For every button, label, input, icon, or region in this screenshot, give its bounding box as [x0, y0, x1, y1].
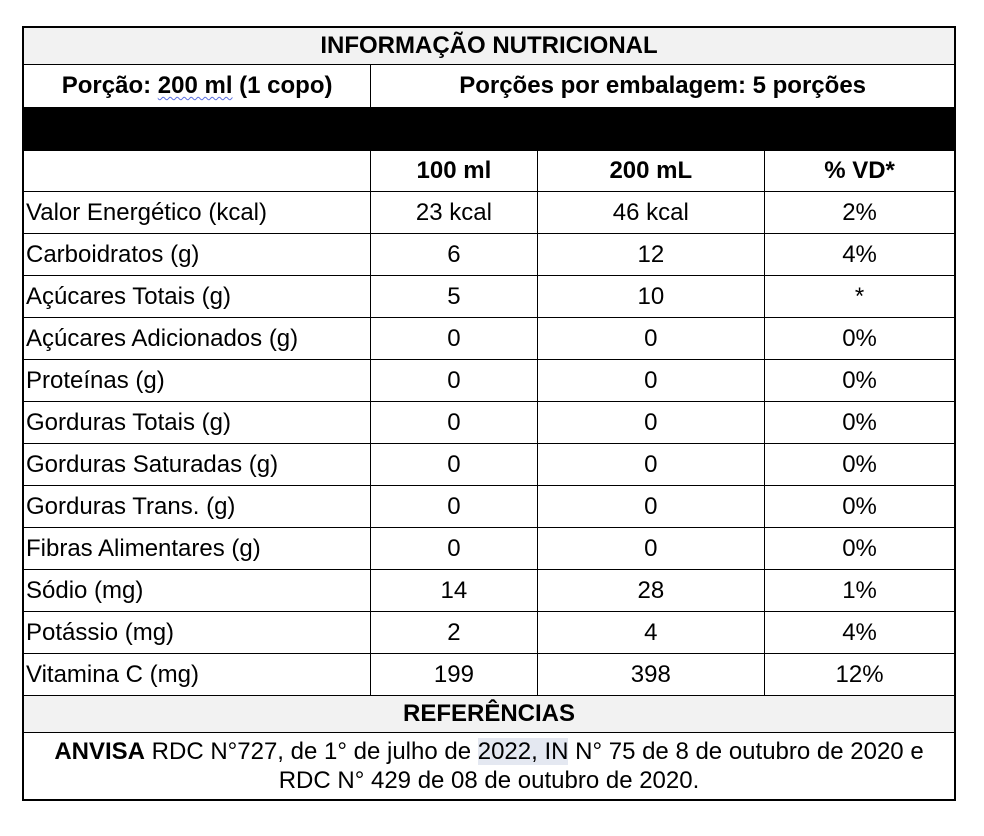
value-vd: 0% [765, 318, 955, 360]
nutrient-name: Vitamina C (mg) [23, 654, 371, 696]
value-vd: 12% [765, 654, 955, 696]
value-200ml: 4 [537, 612, 764, 654]
table-row [23, 402, 955, 444]
portions-per-package: Porções por embalagem: 5 porções [371, 65, 955, 108]
value-vd: 0% [765, 486, 955, 528]
nutrient-name: Gorduras Saturadas (g) [23, 444, 371, 486]
table-title: INFORMAÇÃO NUTRICIONAL [23, 27, 955, 65]
value-100ml: 199 [371, 654, 537, 696]
value-100ml: 0 [371, 402, 537, 444]
value-100ml: 0 [371, 528, 537, 570]
nutrition-table [22, 26, 956, 801]
value-100ml: 5 [371, 276, 537, 318]
value-100ml: 0 [371, 444, 537, 486]
references-agency: ANVISA [54, 738, 145, 765]
references-heading: REFERÊNCIAS [23, 696, 955, 733]
column-header-100ml: 100 ml [371, 151, 537, 192]
value-200ml: 0 [537, 402, 764, 444]
value-100ml: 6 [371, 234, 537, 276]
portion-suffix: (1 copo) [232, 72, 333, 99]
value-vd: 4% [765, 612, 955, 654]
column-header-blank [23, 151, 371, 192]
value-100ml: 2 [371, 612, 537, 654]
value-vd: 0% [765, 402, 955, 444]
nutrient-name: Sódio (mg) [23, 570, 371, 612]
portion-amount: 200 ml [157, 72, 233, 99]
value-vd: 1% [765, 570, 955, 612]
nutrient-name: Açúcares Adicionados (g) [23, 318, 371, 360]
value-vd: 4% [765, 234, 955, 276]
table-row [23, 444, 955, 486]
nutrient-name: Fibras Alimentares (g) [23, 528, 371, 570]
nutrient-name: Carboidratos (g) [23, 234, 371, 276]
value-200ml: 0 [537, 486, 764, 528]
value-100ml: 0 [371, 360, 537, 402]
nutrient-name: Açúcares Totais (g) [23, 276, 371, 318]
table-row [23, 360, 955, 402]
value-200ml: 12 [537, 234, 764, 276]
table-row [23, 486, 955, 528]
value-100ml: 14 [371, 570, 537, 612]
references-part2: N° 75 de 8 de outubro de 2020 e RDC N° 429 de 08 de outubro de 2020. [278, 738, 924, 794]
portion-size [23, 65, 371, 108]
nutrient-name: Potássio (mg) [23, 612, 371, 654]
table-row [23, 318, 955, 360]
table-row [23, 570, 955, 612]
table-row [23, 234, 955, 276]
references-highlight: 2022, IN [477, 738, 569, 765]
value-vd: 0% [765, 444, 955, 486]
column-header-vd: % VD* [765, 151, 955, 192]
value-200ml: 0 [537, 528, 764, 570]
value-200ml: 0 [537, 360, 764, 402]
value-200ml: 0 [537, 444, 764, 486]
value-200ml: 398 [537, 654, 764, 696]
value-200ml: 46 kcal [537, 192, 764, 234]
value-vd: 0% [765, 360, 955, 402]
table-row [23, 192, 955, 234]
value-vd: 2% [765, 192, 955, 234]
column-header-200ml: 200 mL [537, 151, 764, 192]
portion-prefix: Porção: [61, 72, 158, 99]
value-100ml: 0 [371, 318, 537, 360]
value-200ml: 10 [537, 276, 764, 318]
value-vd: * [765, 276, 955, 318]
table-row [23, 654, 955, 696]
nutrient-name: Gorduras Totais (g) [23, 402, 371, 444]
nutrient-name: Proteínas (g) [23, 360, 371, 402]
table-row [23, 612, 955, 654]
black-divider-bar [23, 108, 955, 151]
value-100ml: 23 kcal [371, 192, 537, 234]
references-part1: RDC N°727, de 1° de julho de [145, 738, 478, 765]
value-200ml: 28 [537, 570, 764, 612]
references-text [23, 733, 955, 801]
value-200ml: 0 [537, 318, 764, 360]
value-100ml: 0 [371, 486, 537, 528]
table-row [23, 528, 955, 570]
table-row [23, 276, 955, 318]
value-vd: 0% [765, 528, 955, 570]
nutrient-name: Gorduras Trans. (g) [23, 486, 371, 528]
nutrient-name: Valor Energético (kcal) [23, 192, 371, 234]
